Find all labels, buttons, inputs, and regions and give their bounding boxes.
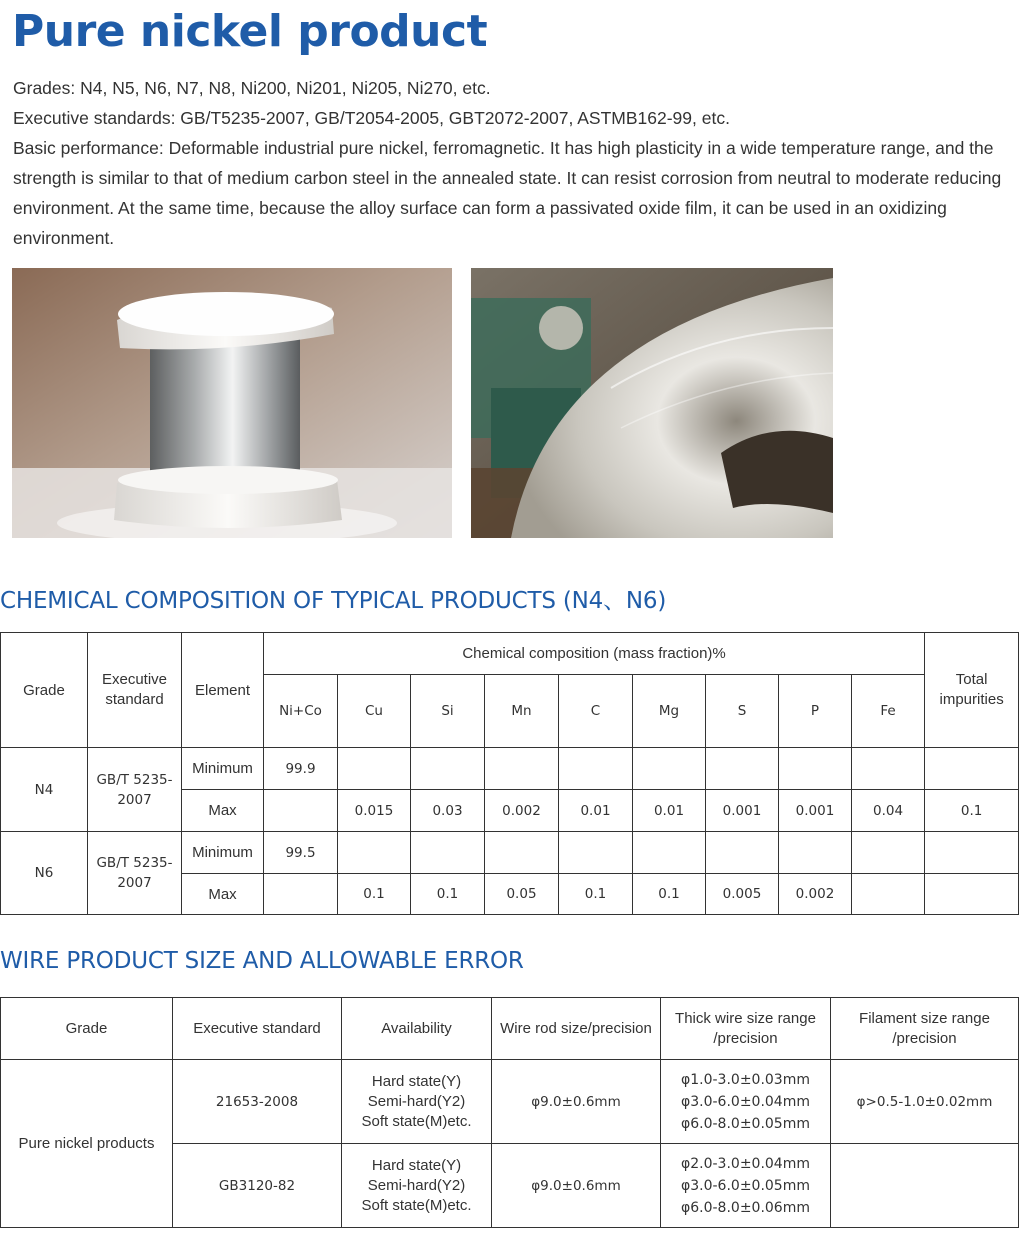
wire-product-heading: WIRE PRODUCT SIZE AND ALLOWABLE ERROR	[0, 948, 524, 974]
element-header: C	[559, 675, 633, 748]
grades-line: Grades: N4, N5, N6, N7, N8, Ni200, Ni201, Ni205, Ni270, etc.	[13, 78, 491, 98]
size-line: φ2.0-3.0±0.04mm	[681, 1155, 810, 1172]
availability-line: Soft state(M)etc.	[361, 1196, 472, 1214]
value-cell: 0.015	[338, 790, 411, 832]
standard-cell: GB3120-82	[173, 1144, 342, 1228]
header-wire-rod-size: Wire rod size/precision	[492, 998, 661, 1060]
value-cell	[633, 748, 706, 790]
element-header: S	[706, 675, 779, 748]
value-cell	[852, 748, 925, 790]
value-cell: 0.1	[559, 874, 633, 915]
header-total-impurities: Total impurities	[925, 633, 1019, 748]
value-cell: 99.5	[264, 832, 338, 874]
page-title: Pure nickel product	[12, 6, 488, 57]
nickel-wire-spool-photo	[12, 268, 452, 538]
table-row	[1, 832, 1019, 874]
max-label: Max	[182, 874, 264, 915]
availability-cell	[342, 1060, 492, 1144]
value-cell: 0.01	[633, 790, 706, 832]
grade-cell: N4	[1, 748, 88, 832]
standard-cell: 21653-2008	[173, 1060, 342, 1144]
value-cell: 0.1	[925, 790, 1019, 832]
availability-line: Hard state(Y)	[371, 1156, 462, 1174]
thick-wire-size-cell	[661, 1060, 831, 1144]
value-cell	[925, 832, 1019, 874]
value-cell: 0.002	[485, 790, 559, 832]
filament-size-cell	[831, 1144, 1019, 1228]
size-line: φ6.0-8.0±0.05mm	[681, 1115, 810, 1132]
value-cell	[706, 748, 779, 790]
value-cell	[633, 832, 706, 874]
value-cell	[338, 832, 411, 874]
availability-line: Semi-hard(Y2)	[367, 1092, 466, 1110]
availability-line: Soft state(M)etc.	[361, 1112, 472, 1130]
element-header: Si	[411, 675, 485, 748]
size-line: φ3.0-6.0±0.05mm	[681, 1177, 810, 1194]
value-cell: 0.005	[706, 874, 779, 915]
element-header: Ni+Co	[264, 675, 338, 748]
value-cell	[706, 832, 779, 874]
value-cell: 99.9	[264, 748, 338, 790]
size-line: φ3.0-6.0±0.04mm	[681, 1093, 810, 1110]
element-header: P	[779, 675, 852, 748]
header-executive-standard: Executive standard	[173, 998, 342, 1060]
standard-cell: GB/T 5235-2007	[88, 832, 182, 915]
value-cell	[485, 832, 559, 874]
value-cell: 0.001	[779, 790, 852, 832]
value-cell	[779, 748, 852, 790]
header-availability: Availability	[342, 998, 492, 1060]
table-row	[1, 748, 1019, 790]
standard-cell: GB/T 5235-2007	[88, 748, 182, 832]
availability-line: Semi-hard(Y2)	[367, 1176, 466, 1194]
header-grade: Grade	[1, 633, 88, 748]
minimum-label: Minimum	[182, 748, 264, 790]
value-cell	[411, 748, 485, 790]
value-cell: 0.01	[559, 790, 633, 832]
header-thick-wire-size: Thick wire size range /precision	[661, 998, 831, 1060]
value-cell	[779, 832, 852, 874]
element-header: Mg	[633, 675, 706, 748]
wire-rod-size-cell: φ9.0±0.6mm	[492, 1144, 661, 1228]
chemical-composition-table	[0, 632, 1019, 915]
value-cell: 0.1	[633, 874, 706, 915]
minimum-label: Minimum	[182, 832, 264, 874]
nickel-strip-coil-photo	[471, 268, 833, 538]
value-cell	[559, 832, 633, 874]
element-header: Cu	[338, 675, 411, 748]
value-cell	[264, 874, 338, 915]
size-line: φ6.0-8.0±0.06mm	[681, 1199, 810, 1216]
value-cell: 0.03	[411, 790, 485, 832]
size-line: φ1.0-3.0±0.03mm	[681, 1071, 810, 1088]
value-cell	[485, 748, 559, 790]
performance-paragraph: Basic performance: Deformable industrial pure nickel, ferromagnetic. It has high plasticity in a wide temperature range, and the strength is similar to that of medium carbon steel in the annealed state. It can resist corrosion from neutral to moderate reducing environment. At the same time, because the alloy surface can form a passivated oxide film, it can be used in an oxidizing environment.	[13, 138, 1002, 248]
header-grade: Grade	[1, 998, 173, 1060]
header-element: Element	[182, 633, 264, 748]
table-row	[1, 1060, 1019, 1144]
grade-cell: Pure nickel products	[1, 1060, 173, 1228]
element-header: Fe	[852, 675, 925, 748]
value-cell: 0.05	[485, 874, 559, 915]
wire-product-table	[0, 997, 1019, 1228]
chemical-composition-heading: CHEMICAL COMPOSITION OF TYPICAL PRODUCTS (N4、N6)	[0, 588, 667, 614]
availability-cell	[342, 1144, 492, 1228]
thick-wire-size-cell	[661, 1144, 831, 1228]
availability-line: Hard state(Y)	[371, 1072, 462, 1090]
value-cell: 0.001	[706, 790, 779, 832]
grade-cell: N6	[1, 832, 88, 915]
wire-rod-size-cell: φ9.0±0.6mm	[492, 1060, 661, 1144]
value-cell	[264, 790, 338, 832]
standards-line: Executive standards: GB/T5235-2007, GB/T2054-2005, GBT2072-2007, ASTMB162-99, etc.	[13, 108, 730, 128]
value-cell: 0.04	[852, 790, 925, 832]
header-chemical-composition: Chemical composition (mass fraction)%	[264, 633, 925, 675]
header-executive-standard: Executive standard	[88, 633, 182, 748]
header-filament-size: Filament size range /precision	[831, 998, 1019, 1060]
filament-size-cell: φ>0.5-1.0±0.02mm	[831, 1060, 1019, 1144]
value-cell	[338, 748, 411, 790]
value-cell	[411, 832, 485, 874]
intro-text	[13, 73, 1018, 253]
value-cell	[852, 832, 925, 874]
value-cell	[559, 748, 633, 790]
value-cell: 0.1	[338, 874, 411, 915]
value-cell	[925, 874, 1019, 915]
value-cell: 0.1	[411, 874, 485, 915]
value-cell	[925, 748, 1019, 790]
value-cell	[852, 874, 925, 915]
max-label: Max	[182, 790, 264, 832]
value-cell: 0.002	[779, 874, 852, 915]
element-header: Mn	[485, 675, 559, 748]
